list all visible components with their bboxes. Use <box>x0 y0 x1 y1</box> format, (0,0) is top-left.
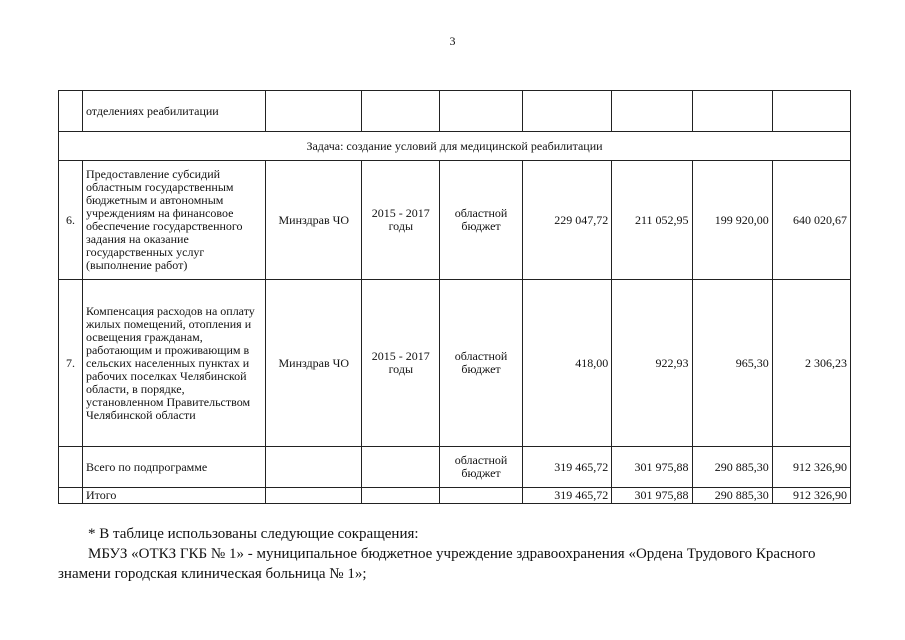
table-cell <box>612 91 692 132</box>
row-value-2015: 418,00 <box>522 280 612 447</box>
footnote-abbreviation-continued: знамени городская клиническая больница № 1»; <box>58 566 367 582</box>
row-name: Предоставление субсидий областным государственным бюджетным и автономным учреждениям на финансовое обеспечение государственного задания на оказание государственных услуг (выполнение работ) <box>82 161 265 280</box>
subtotal-value-total: 912 326,90 <box>772 447 850 488</box>
table-cell <box>59 447 83 488</box>
subtotal-value-2015: 319 465,72 <box>522 447 612 488</box>
row-value-total: 2 306,23 <box>772 280 850 447</box>
table-cell <box>266 447 362 488</box>
table-cell <box>772 91 850 132</box>
table-cell <box>59 488 83 504</box>
table-cell <box>362 447 440 488</box>
table-cell <box>362 488 440 504</box>
footnote-heading: * В таблице использованы следующие сокращения: <box>88 526 419 542</box>
table-cell <box>440 488 522 504</box>
task-row <box>59 132 851 161</box>
grand-total-label: Итого <box>82 488 265 504</box>
row-source: областной бюджет <box>440 280 522 447</box>
row-value-2017: 199 920,00 <box>692 161 772 280</box>
task-heading: Задача: создание условий для медицинской реабилитации <box>59 132 851 161</box>
row-value-2016: 922,93 <box>612 280 692 447</box>
grand-total-value-2017: 290 885,30 <box>692 488 772 504</box>
row-name: отделениях реабилитации <box>82 91 265 132</box>
subtotal-value-2017: 290 885,30 <box>692 447 772 488</box>
table-cell <box>362 91 440 132</box>
row-period: 2015 - 2017 годы <box>362 280 440 447</box>
footnote <box>58 524 848 584</box>
grand-total-value-2016: 301 975,88 <box>612 488 692 504</box>
row-period: 2015 - 2017 годы <box>362 161 440 280</box>
page-number: 3 <box>449 34 456 48</box>
row-number: 6. <box>59 161 83 280</box>
table-cell <box>440 91 522 132</box>
row-value-total: 640 020,67 <box>772 161 850 280</box>
table-cell <box>266 488 362 504</box>
table-cell <box>266 91 362 132</box>
grand-total-row <box>59 488 851 504</box>
grand-total-value-total: 912 326,90 <box>772 488 850 504</box>
row-name: Компенсация расходов на оплату жилых помещений, отопления и освещения гражданам, работающим и проживающим в сельских населенных пунктах и рабочих поселках Челябинской области, в порядке, установленном Правительством Челябинской области <box>82 280 265 447</box>
table-cell <box>692 91 772 132</box>
row-value-2015: 229 047,72 <box>522 161 612 280</box>
subtotal-source: областной бюджет <box>440 447 522 488</box>
row-source: областной бюджет <box>440 161 522 280</box>
table-row <box>59 161 851 280</box>
subtotal-value-2016: 301 975,88 <box>612 447 692 488</box>
table-cell <box>522 91 612 132</box>
table-row <box>59 280 851 447</box>
row-value-2016: 211 052,95 <box>612 161 692 280</box>
grand-total-value-2015: 319 465,72 <box>522 488 612 504</box>
table-row <box>59 91 851 132</box>
row-executor: Минздрав ЧО <box>266 280 362 447</box>
subtotal-row <box>59 447 851 488</box>
footnote-abbreviation: МБУЗ «ОТКЗ ГКБ № 1» - муниципальное бюджетное учреждение здравоохранения «Ордена Трудового Красного <box>88 546 816 562</box>
row-number: 7. <box>59 280 83 447</box>
subtotal-label: Всего по подпрограмме <box>82 447 265 488</box>
budget-table <box>58 90 851 504</box>
table-cell <box>59 91 83 132</box>
row-value-2017: 965,30 <box>692 280 772 447</box>
row-executor: Минздрав ЧО <box>266 161 362 280</box>
